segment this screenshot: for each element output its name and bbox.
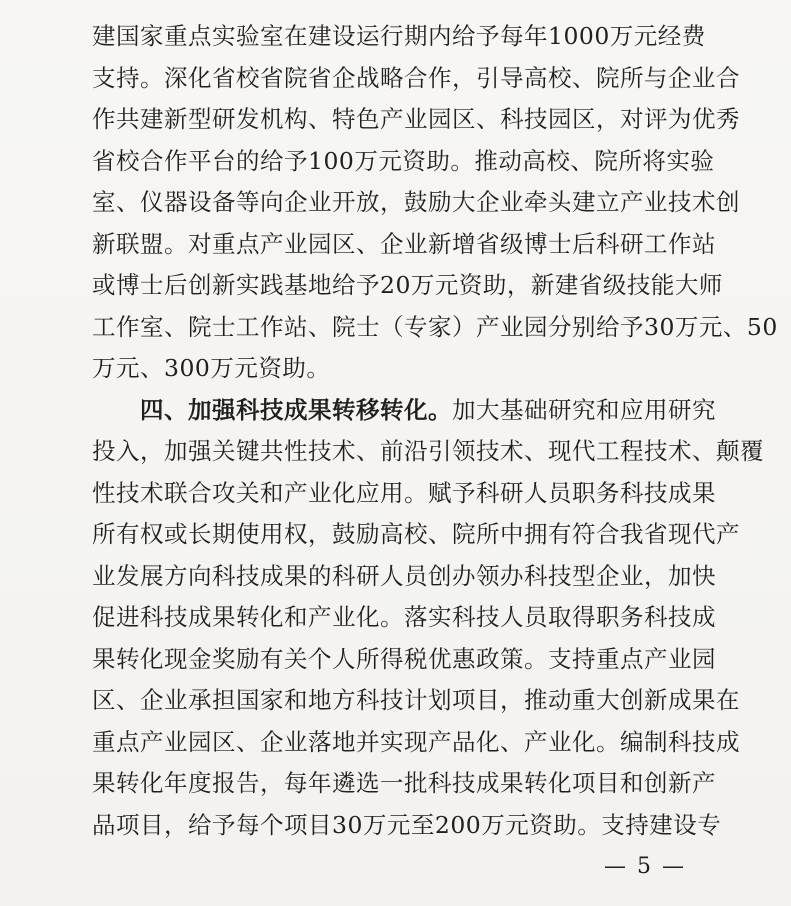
section-heading: 四、加强科技成果转移转化。 <box>140 395 452 424</box>
text-line: 业发展方向科技成果的科研人员创办领办科技型企业，加快 <box>92 561 716 590</box>
text-line: 果转化现金奖励有关个人所得税优惠政策。支持重点产业园 <box>92 644 716 673</box>
text-line: 区、企业承担国家和地方科技计划项目，推动重大创新成果在 <box>92 686 740 714</box>
text-line: 作共建新型研发机构、特色产业园区、科技园区，对评为优秀 <box>92 105 740 133</box>
text-line: 新联盟。对重点产业园区、企业新增省级博士后科研工作站 <box>92 229 716 258</box>
text-line: 果转化年度报告，每年遴选一批科技成果转化项目和创新产 <box>92 769 716 797</box>
section-first-line <box>92 390 716 432</box>
body-text <box>92 16 778 846</box>
text-line: 省校合作平台的给予100万元资助。推动高校、院所将实验 <box>92 146 715 175</box>
text-line: 投入，加强关键共性技术、前沿引领技术、现代工程技术、颠覆 <box>92 437 764 465</box>
text-line: 建国家重点实验室在建设运行期内给予每年1000万元经费 <box>92 22 706 50</box>
text-line: 支持。深化省校省院省企战略合作，引导高校、院所与企业合 <box>92 63 740 92</box>
text-line: 重点产业园区、企业落地并实现产品化、产业化。编制科技成 <box>92 727 740 756</box>
text-line: 促进科技成果转化和产业化。落实科技人员取得职务科技成 <box>92 603 716 631</box>
text-line: 所有权或长期使用权，鼓励高校、院所中拥有符合我省现代产 <box>92 520 740 548</box>
section-first-line-text: 加大基础研究和应用研究 <box>452 395 716 424</box>
text-line: 性技术联合攻关和产业化应用。赋予科研人员职务科技成果 <box>92 478 716 507</box>
text-line: 万元、300万元资助。 <box>92 354 331 382</box>
text-line: 工作室、院士工作站、院士（专家）产业园分别给予30万元、50 <box>92 312 778 341</box>
page-number: — 5 — <box>604 854 686 879</box>
text-line: 室、仪器设备等向企业开放，鼓励大企业牵头建立产业技术创 <box>92 188 740 216</box>
text-line: 品项目，给予每个项目30万元至200万元资助。支持建设专 <box>92 810 722 839</box>
text-line: 或博士后创新实践基地给予20万元资助，新建省级技能大师 <box>92 271 723 299</box>
